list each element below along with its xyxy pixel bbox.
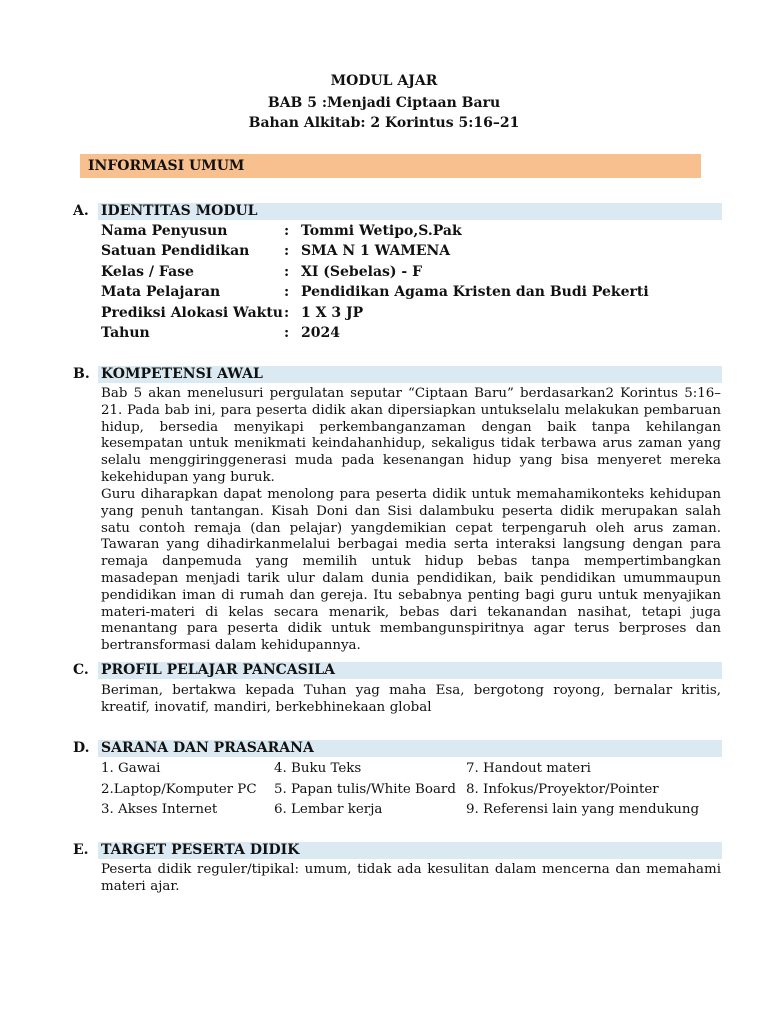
identity-colon: : [284, 243, 290, 259]
sarana-item: 6. Lembar kerja [274, 802, 383, 817]
sarana-item: 5. Papan tulis/White Board [274, 782, 456, 797]
section-c-letter: C. [73, 662, 89, 678]
target-peserta-text: Peserta didik reguler/tipikal: umum, tidak ada kesulitan dalam mencerna dan memahami materi ajar. [101, 862, 721, 894]
section-e-letter: E. [73, 842, 89, 858]
kompetensi-paragraph-1: Bab 5 akan menelusuri pergulatan seputar “Ciptaan Baru” berdasarkan2 Korintus 5:16–21. Pada bab ini, para peserta didik akan dipersiapkan untukselalu melakukan pembaruan hidup, bersedia menyikapi perkembanganzaman dengan baik tanpa kehilangan kesempatan untuk menikmati keindahanhidup, sekaligus tidak terbawa arus zaman yang selalu menggiringgenerasi muda pada kesenangan hidup yang bisa menyeret mereka kekehidupan yang buruk. [101, 386, 721, 485]
section-b-letter: B. [73, 366, 90, 382]
section-c-heading: PROFIL PELAJAR PANCASILA [98, 662, 722, 679]
sarana-item: 3. Akses Internet [101, 802, 218, 817]
identity-row [101, 262, 721, 282]
identity-label: Tahun [101, 325, 150, 341]
chapter-title: BAB 5 :Menjadi Ciptaan Baru [267, 95, 501, 111]
identity-label: Nama Penyusun [101, 223, 228, 239]
identity-colon: : [284, 264, 290, 280]
sarana-item: 7. Handout materi [466, 761, 591, 776]
section-e-heading: TARGET PESERTA DIDIK [98, 842, 722, 859]
identity-value: Pendidikan Agama Kristen dan Budi Pekerti [301, 284, 649, 300]
identity-label: Satuan Pendidikan [101, 243, 250, 259]
identity-value: 2024 [301, 325, 340, 341]
identity-row [101, 241, 721, 261]
identity-value: Tommi Wetipo,S.Pak [301, 223, 462, 239]
sarana-item: 1. Gawai [101, 761, 161, 776]
identity-colon: : [284, 305, 290, 321]
profil-pancasila-text: Beriman, bertakwa kepada Tuhan yag maha Esa, bergotong royong, bernalar kritis, kreatif, inovatif, mandiri, berkebhinekaan global [101, 683, 721, 715]
identity-row [101, 323, 721, 343]
identity-value: SMA N 1 WAMENA [301, 243, 451, 259]
scripture-reference: Bahan Alkitab: 2 Korintus 5:16–21 [248, 115, 520, 131]
sarana-item: 2.Laptop/Komputer PC [101, 782, 257, 797]
informasi-umum-heading: INFORMASI UMUM [80, 154, 701, 178]
identity-row [101, 303, 721, 323]
identity-row [101, 221, 721, 241]
section-d-heading: SARANA DAN PRASARANA [98, 740, 722, 757]
section-a-letter: A. [73, 203, 89, 219]
identity-value: 1 X 3 JP [301, 305, 364, 321]
doc-title: MODUL AJAR [330, 73, 438, 89]
section-b-heading: KOMPETENSI AWAL [98, 366, 722, 383]
identity-colon: : [284, 325, 290, 341]
identity-label: Kelas / Fase [101, 264, 194, 280]
identity-colon: : [284, 223, 290, 239]
identity-row [101, 282, 721, 302]
section-a-heading: IDENTITAS MODUL [98, 203, 722, 220]
section-d-letter: D. [73, 740, 90, 756]
sarana-item: 9. Referensi lain yang mendukung [466, 802, 700, 817]
sarana-item: 4. Buku Teks [274, 761, 362, 776]
kompetensi-paragraph-2: Guru diharapkan dapat menolong para peserta didik untuk memahamikonteks kehidupan yang penuh tantangan. Kisah Doni dan Sisi dalambuku peserta didik merupakan salah satu contoh remaja (dan pelajar) yangdemikian cepat terpengaruh oleh arus zaman. Tawaran yang dihadirkanmelalui berbagai media serta interaksi langsung dengan para remaja danpemuda yang memilih untuk hidup bebas tanpa mempertimbangkan masadepan menjadi tarik ulur dalam dunia pendidikan, baik pendidikan umummaupun pendidikan iman di rumah dan gereja. Itu sebabnya penting bagi guru untuk menyajikan materi-materi di kelas secara menarik, bebas dari tekanandan nasihat, tetapi juga menantang para peserta didik untuk membangunspiritnya agar terus berproses dan bertransformasi dalam kehidupannya. [101, 487, 721, 654]
identity-colon: : [284, 284, 290, 300]
identity-label: Prediksi Alokasi Waktu [101, 305, 283, 321]
sarana-item: 8. Infokus/Proyektor/Pointer [466, 782, 659, 797]
identity-value: XI (Sebelas) - F [301, 264, 423, 280]
identity-label: Mata Pelajaran [101, 284, 221, 300]
